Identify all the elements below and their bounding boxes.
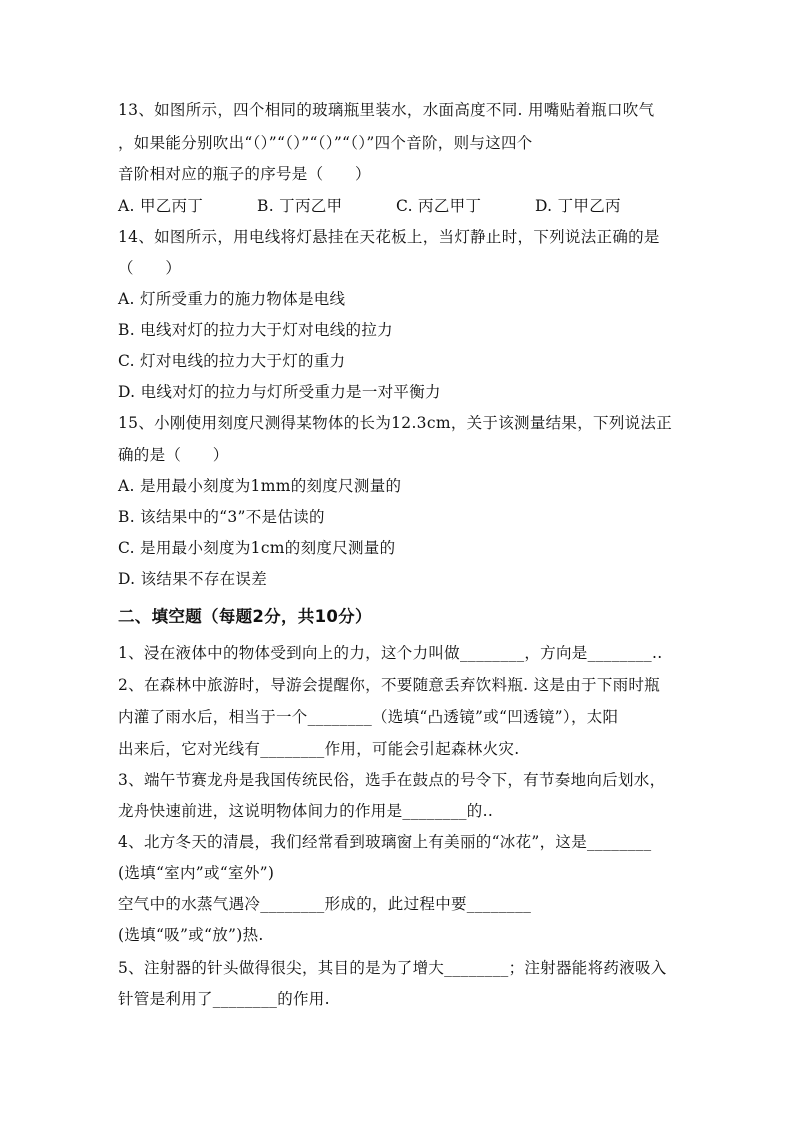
q15-option-b: B. 该结果中的“3”不是估读的 bbox=[118, 508, 325, 526]
fill-q2-line-2: 内灌了雨水后，相当于一个________（选填“凸透镜”或“凹透镜”），太阳 bbox=[118, 708, 619, 726]
q14-line-2: （ ） bbox=[118, 259, 182, 277]
q13-option-b: B. 丁丙乙甲 bbox=[257, 197, 343, 215]
fill-q3-line-1: 3、端午节赛龙舟是我国传统民俗，选手在鼓点的号令下，有节奏地向后划水， bbox=[118, 771, 666, 789]
q13-line-2: ，如果能分别吹出“（）”“（）”“（）”“（）”四个音阶，则与这四个 bbox=[118, 134, 533, 152]
fill-q4-line-2: (选填“室内”或“室外”) bbox=[118, 864, 275, 882]
q13-line-1: 13、如图所示，四个相同的玻璃瓶里装水，水面高度不同. 用嘴贴着瓶口吹气 bbox=[118, 101, 655, 119]
fill-q4-line-3: 空气中的水蒸气遇冷________形成的，此过程中要________ bbox=[118, 895, 532, 913]
q15-option-d: D. 该结果不存在误差 bbox=[118, 570, 268, 588]
fill-q2-line-1: 2、在森林中旅游时，导游会提醒你，不要随意丢弃饮料瓶. 这是由于下雨时瓶 bbox=[118, 676, 661, 694]
fill-q2-line-3: 出来后，它对光线有________作用，可能会引起森林火灾. bbox=[118, 740, 520, 758]
q13-options bbox=[118, 196, 621, 216]
fill-q5-line-1: 5、注射器的针头做得很尖，其目的是为了增大________；注射器能将药液吸入 bbox=[118, 959, 667, 977]
fill-q4-line-1: 4、北方冬天的清晨，我们经常看到玻璃窗上有美丽的“冰花”，这是________ bbox=[118, 833, 652, 851]
q13-option-a: A. 甲乙丙丁 bbox=[118, 197, 204, 215]
q14-option-c: C. 灯对电线的拉力大于灯的重力 bbox=[118, 352, 346, 370]
q15-option-a: A. 是用最小刻度为1mm的刻度尺测量的 bbox=[118, 477, 402, 495]
q15-line-2: 确的是（ ） bbox=[118, 446, 229, 464]
section-heading: 二、填空题（每题2分，共10分） bbox=[118, 607, 372, 626]
q13-line-3: 音阶相对应的瓶子的序号是（ ） bbox=[118, 165, 371, 183]
q15-option-c: C. 是用最小刻度为1cm的刻度尺测量的 bbox=[118, 539, 396, 557]
fill-q4-line-4: (选填“吸”或“放”)热. bbox=[118, 926, 264, 944]
fill-q1: 1、浸在液体中的物体受到向上的力，这个力叫做________，方向是________.. bbox=[118, 644, 663, 662]
q14-option-b: B. 电线对灯的拉力大于灯对电线的拉力 bbox=[118, 321, 393, 339]
q14-option-d: D. 电线对灯的拉力与灯所受重力是一对平衡力 bbox=[118, 383, 441, 401]
q14-line-1: 14、如图所示，用电线将灯悬挂在天花板上，当灯静止时，下列说法正确的是 bbox=[118, 228, 660, 246]
q15-line-1: 15、小刚使用刻度尺测得某物体的长为12.3cm，关于该测量结果，下列说法正 bbox=[118, 414, 673, 432]
fill-q3-line-2: 龙舟快速前进，这说明物体间力的作用是________的.. bbox=[118, 802, 494, 820]
q13-option-c: C. 丙乙甲丁 bbox=[396, 197, 482, 215]
q13-option-d: D. 丁甲乙丙 bbox=[535, 197, 621, 215]
fill-q5-line-2: 针管是利用了________的作用. bbox=[118, 990, 330, 1008]
q14-option-a: A. 灯所受重力的施力物体是电线 bbox=[118, 290, 346, 308]
